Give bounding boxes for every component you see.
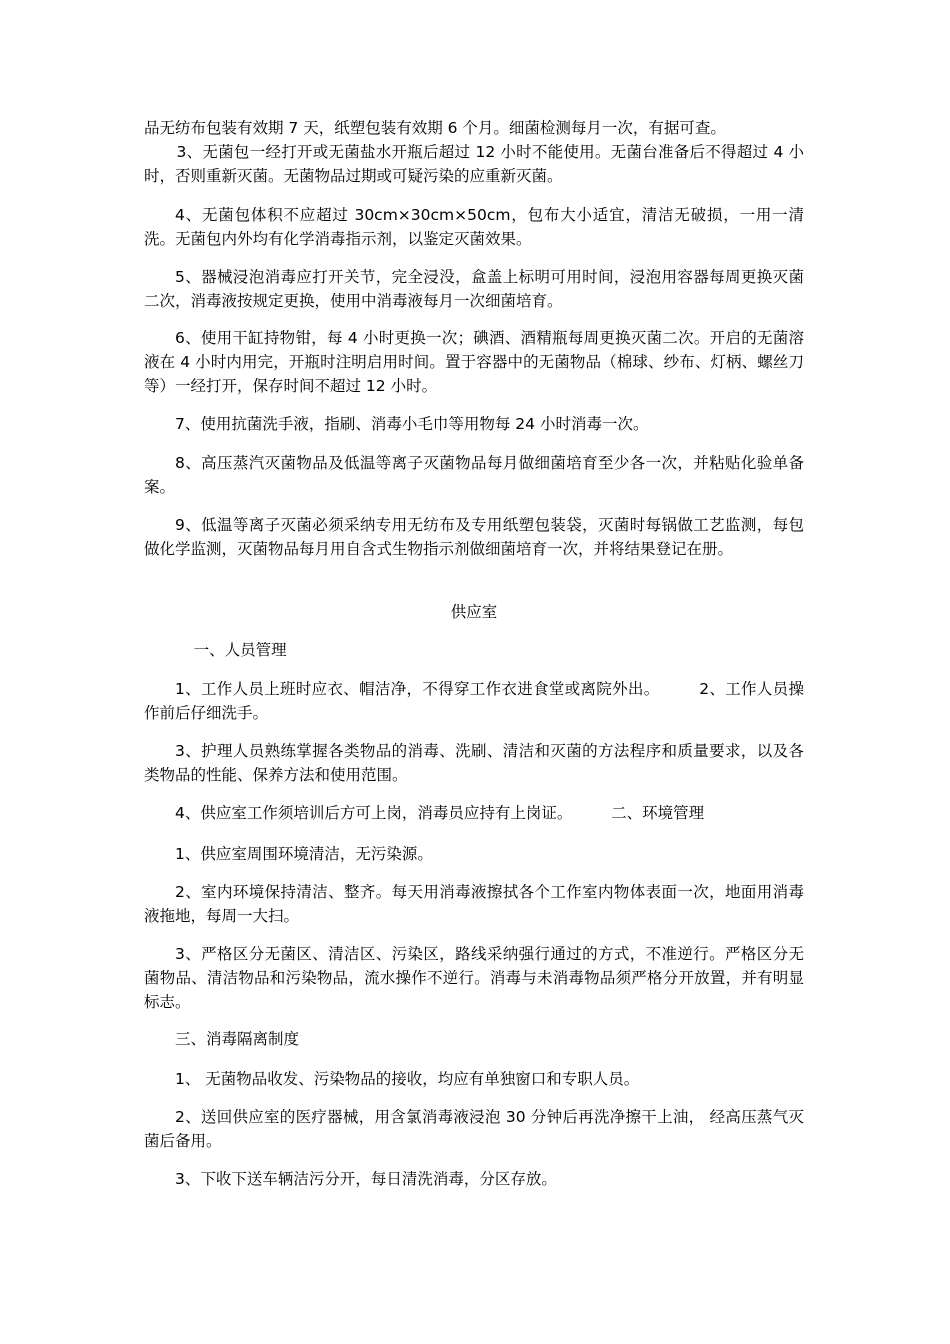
paragraph-env-3: 3、严格区分无菌区、清洁区、污染区，路线采纳强行通过的方式，不准逆行。严格区分无菌物品、清洁物品和污染物品，流水操作不逆行。消毒与未消毒物品须严格分开放置，并有明显标志。	[144, 945, 804, 1011]
paragraph-item-9: 9、低温等离子灭菌必须采纳专用无纺布及专用纸塑包装袋，灭菌时每锅做工艺监测，每包做化学监测，灭菌物品每月用自含式生物指示剂做细菌培育一次，并将结果登记在册。	[144, 516, 804, 558]
paragraph-env-2: 2、室内环境保持清洁、整齐。每天用消毒液擦拭各个工作室内物体表面一次，地面用消毒液拖地，每周一大扫。	[144, 883, 804, 925]
paragraph-disinfection-2: 2、送回供应室的医疗器械，用含氯消毒液浸泡 30 分钟后再洗净擦干上油， 经高压蒸气灭菌后备用。	[144, 1108, 804, 1150]
heading-personnel: 一、人员管理	[193, 641, 287, 659]
paragraph-item-3: 3、无菌包一经打开或无菌盐水开瓶后超过 12 小时不能使用。无菌台准备后不得超过 4 小时，否则重新灭菌。无菌物品过期或可疑污染的应重新灭菌。	[144, 143, 804, 185]
paragraph-personnel-3: 3、护理人员熟练掌握各类物品的消毒、洗刷、清洁和灭菌的方法程序和质量要求，以及各类物品的性能、保养方法和使用范围。	[144, 742, 804, 784]
section-title: 供应室	[450, 603, 498, 621]
paragraph-item-6: 6、使用干缸持物钳，每 4 小时更换一次；碘酒、酒精瓶每周更换灭菌二次。开启的无菌溶液在 4 小时内用完，开瓶时注明启用时间。置于容器中的无菌物品（棉球、纱布、灯柄、螺丝刀等）一经打开，保存时间不超过 12 小时。	[144, 329, 804, 395]
paragraph-personnel-4: 4、供应室工作须培训后方可上岗，消毒员应持有上岗证。 二、环境管理	[175, 804, 705, 822]
paragraph-disinfection-3: 3、下收下送车辆洁污分开，每日清洗消毒，分区存放。	[175, 1170, 557, 1188]
heading-disinfection: 三、消毒隔离制度	[175, 1030, 300, 1048]
paragraph-env-1: 1、供应室周围环境清洁，无污染源。	[175, 845, 433, 863]
paragraph-disinfection-1: 1、 无菌物品收发、污染物品的接收，均应有单独窗口和专职人员。	[175, 1070, 640, 1088]
paragraph-personnel-1-2: 1、工作人员上班时应衣、帽洁净，不得穿工作衣进食堂或离院外出。 2、工作人员操作前后仔细洗手。	[144, 680, 804, 722]
paragraph-item-7: 7、使用抗菌洗手液，指刷、消毒小毛巾等用物每 24 小时消毒一次。	[175, 415, 649, 433]
paragraph-item-5: 5、器械浸泡消毒应打开关节，完全浸没，盒盖上标明可用时间，浸泡用容器每周更换灭菌二次，消毒液按规定更换，使用中消毒液每月一次细菌培育。	[144, 268, 804, 310]
paragraph-item-4: 4、无菌包体积不应超过 30cm×30cm×50cm，包布大小适宜，清洁无破损，一用一清洗。无菌包内外均有化学消毒指示剂，以鉴定灭菌效果。	[144, 206, 804, 248]
paragraph-continuation: 品无纺布包装有效期 7 天，纸塑包装有效期 6 个月。细菌检测每月一次，有据可查。	[144, 119, 726, 137]
paragraph-item-8: 8、高压蒸汽灭菌物品及低温等离子灭菌物品每月做细菌培育至少各一次，并粘贴化验单备案。	[144, 454, 804, 496]
